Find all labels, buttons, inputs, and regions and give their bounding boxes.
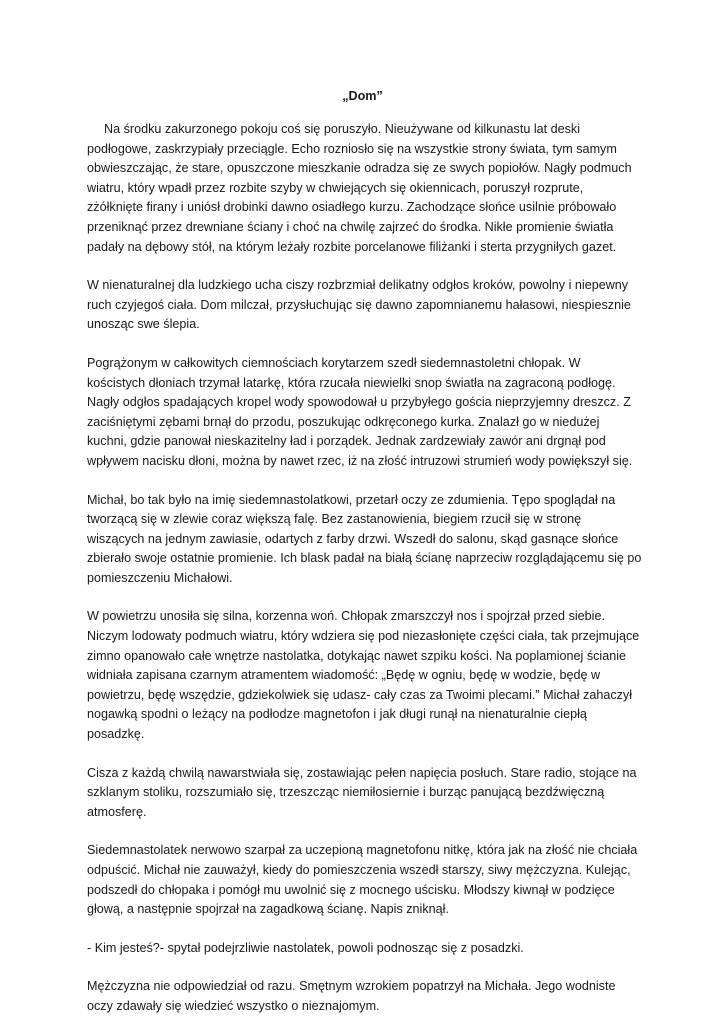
document-title: „Dom”: [342, 89, 383, 103]
paragraph: W nienaturalnej dla ludzkiego ucha ciszy rozbrzmiał delikatny odgłos kroków, powolny i niepewny ruch czyjegoś ciała. Dom milczał, przysłuchując się dawno zapomnianemu hałasowi, niespiesznie unosząc swe ślepia.: [87, 278, 631, 332]
paragraph: W powietrzu unosiła się silna, korzenna woń. Chłopak zmarszczył nos i spojrzał przed siebie. Niczym lodowaty podmuch wiatru, który wdziera się pod niezasłonięte części ciała, tak przejmujące zimno opanowało całe wnętrze nastolatka, dotykając nawet szpiku kości. Na poplamionej ścianie widniała zapisana czarnym atramentem wiadomość: „Będę w ogniu, będę w wodzie, będę w powietrzu, będę wszędzie, gdziekolwiek się udasz- cały czas za Twoimi plecami.” Michał zahaczył nogawką spodni o leżący na podłodze magnetofon i jak długi runął na nienaturalnie ciepłą posadzkę.: [87, 609, 640, 742]
paragraph: Cisza z każdą chwilą nawarstwiała się, zostawiając pełen napięcia posłuch. Stare radio, stojące na szklanym stoliku, rozszumiało się, trzeszcząc niemiłosiernie i burząc panującą bezdźwięczną atmosferę.: [87, 765, 637, 819]
paragraph: - Kim jesteś?- spytał podejrzliwie nastolatek, powoli podnosząc się z posadzki.: [87, 940, 524, 955]
paragraph: Na środku zakurzonego pokoju coś się poruszyło. Nieużywane od kilkunastu lat deski podłogowe, zaskrzypiały przeciągle. Echo rozniosło się na wszystkie strony świata, tym samym obwieszczając, że stare, opuszczone mieszkanie odradza się ze swych popiołów. Nagły podmuch wiatru, który wpadł przez rozbite szyby w chwiejących się okiennicach, poruszył rozprute, zżółknięte firany i uniósł drobinki dawno osiadłego kurzu. Zachodzące słońce usilnie próbowało przeniknąć przez drewniane ściany i choć na chwilę zajrzeć do środka. Nikłe promienie światła padały na dębowy stół, na którym leżały rozbite porcelanowe filiżanki i sterta przygniłych gazet.: [87, 122, 632, 254]
document-body: [87, 120, 642, 1036]
paragraph: Siedemnastolatek nerwowo szarpał za uczepioną magnetofonu nitkę, która jak na złość nie chciała odpuścić. Michał nie zauważył, kiedy do pomieszczenia wszedł starszy, siwy mężczyzna. Kulejąc, podszedł do chłopaka i pomógł mu uwolnić się z mocnego uścisku. Młodszy kiwnął w podzięce głową, a następnie spojrzał na zagadkową ścianę. Napis zniknął.: [87, 843, 638, 917]
paragraph: Mężczyzna nie odpowiedział od razu. Smętnym wzrokiem popatrzył na Michała. Jego wodniste oczy zdawały się wiedzieć wszystko o nieznajomym.: [87, 979, 616, 1013]
paragraph: Pogrążonym w całkowitych ciemnościach korytarzem szedł siedemnastoletni chłopak. W kościstych dłoniach trzymał latarkę, która rzucała niewielki snop światła na zagraconą podłogę. Nagły odgłos spadających kropel wody spowodował u przybyłego gościa nieprzyjemny dreszcz. Z zaciśniętymi zębami brnął do przodu, poszukując odkręconego kurka. Znalazł go w niedużej kuchni, gdzie panował nieskazitelny ład i porządek. Jednak zardzewiały zawór ani drgnął pod wpływem nacisku dłoni, można by nawet rzec, iż na złość intruzowi strumień wody powiększył się.: [87, 355, 633, 468]
paragraph: Michał, bo tak było na imię siedemnastolatkowi, przetarł oczy ze zdumienia. Tępo spoglądał na tworzącą się w zlewie coraz większą falę. Bez zastanowienia, biegiem rzucił się w stronę wiszących na jednym zawiasie, odartych z farby drzwi. Wszedł do salonu, skąd gasnące słońce zbierało swoje ostatnie promienie. Ich blask padał na białą ścianę naprzeciw rozglądającemu się po pomieszczeniu Michałowi.: [87, 492, 642, 585]
